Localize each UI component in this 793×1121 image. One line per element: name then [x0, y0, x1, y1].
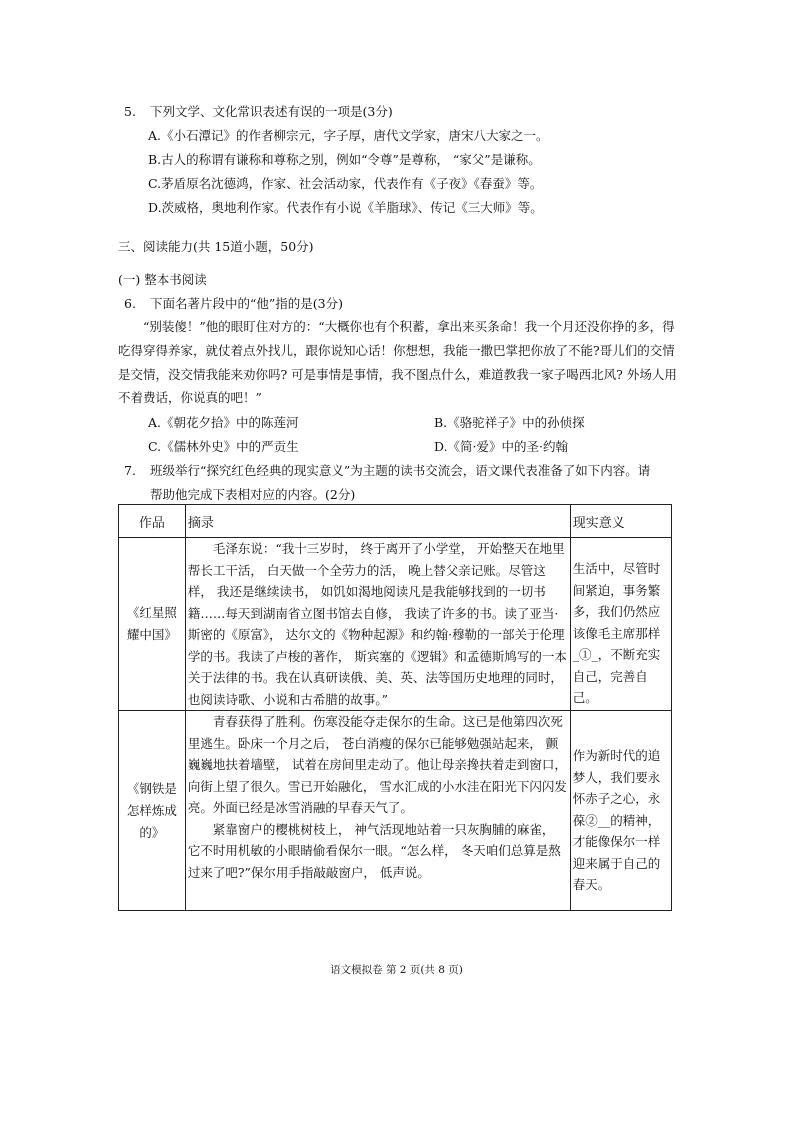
- question-number: 6.: [124, 296, 136, 311]
- q6-passage: “别装傻！”他的眼盯住对方的：“大概你也有个积蓄，拿出来买条命！我一个月还没你挣的多，得吃得穿得养家，就仗着点外找儿，跟你说知心话！你想想，我能一撒巴掌把你放了不能?哥儿们的交情是交情，没交情我能来劝你吗? 可是事情是事情，我不图点什么，难道教我一家子喝西北风? 外场人用不着费话，你说真的吧！”: [118, 319, 677, 406]
- q6-options-row-1: [148, 414, 708, 432]
- header-meaning: 现实意义: [570, 505, 671, 538]
- table-row: [119, 711, 672, 911]
- work-title: 《红星照耀中国》: [119, 538, 186, 711]
- table-row: [119, 538, 672, 711]
- question-7-stem: 7. 班级举行“探究红色经典的现实意义”为主题的读书交流会，语文课代表准备了如下内容。请: [124, 463, 651, 478]
- question-5-stem: 5. 下列文学、文化常识表述有误的一项是(3分): [124, 104, 393, 119]
- q5-option-c: C.茅盾原名沈德鸿，作家、社会活动家，代表作有《子夜》《春蚕》等。: [148, 176, 543, 191]
- subsection-title: (一) 整本书阅读: [118, 272, 207, 287]
- meaning-text: 作为新时代的追梦人，我们要永怀赤子之心，永葆②__的精神，才能像保尔一样迎来属于自己的春天。: [570, 711, 671, 911]
- q6-option-b: B.《骆驼祥子》中的孙侦探: [434, 415, 585, 430]
- q6-option-c: C.《儒林外史》中的严贡生: [148, 439, 299, 454]
- work-title: 《钢铁是怎样炼成的》: [119, 711, 186, 911]
- section-3-title: 三、阅读能力(共 15道小题，50分): [118, 239, 314, 254]
- question-7-stem-line-2: 帮助他完成下表相对应的内容。(2分): [150, 487, 356, 502]
- q5-option-b: B.古人的称谓有谦称和尊称之别，例如“令尊”是尊称， “家父”是谦称。: [148, 152, 541, 167]
- header-work: 作品: [119, 505, 186, 538]
- q6-option-d: D.《简·爱》中的圣·约翰: [434, 439, 568, 454]
- question-number: 7.: [124, 463, 136, 478]
- question-number: 5.: [124, 104, 136, 119]
- question-6-stem: 6. 下面名著片段中的“他”指的是(3分): [124, 296, 343, 311]
- excerpt-cell: [185, 711, 570, 911]
- excerpt-paragraph: 紧靠窗户的樱桃树枝上， 神气活现地站着一只灰胸脯的麻雀， 它不时用机敏的小眼睛偷看保尔一眼。“怎么样， 冬天咱们总算是熬过来了吧?”保尔用手指敲敲窗户， 低声说。: [187, 821, 561, 880]
- meaning-text: 生活中，尽管时间紧迫，事务繁多，我们仍然应该像毛主席那样_①_，不断充实自己，完善自己。: [570, 538, 671, 711]
- table-header-row: [119, 505, 672, 538]
- q5-option-d: D.茨威格，奥地利作家。代表作有小说《羊脂球》、传记《三大师》等。: [148, 200, 543, 215]
- page-footer: 语文模拟卷 第 2 页(共 8 页): [330, 964, 463, 976]
- q6-options-row-2: [148, 438, 708, 456]
- q6-option-a: A.《朝花夕拾》中的陈莲河: [148, 415, 299, 430]
- excerpt-text: 毛泽东说：“我十三岁时， 终于离开了小学堂， 开始整天在地里帮长工干活， 白天做一个全劳力的活， 晚上替父亲记账。尽管这样， 我还是继续读书， 如饥如渴地阅读凡是我能够找到的一切书籍……每天到湖南省立图书馆去自修， 我读了许多的书。读了亚当·斯密的《原富》， 达尔文的《物种起源》和约翰·穆勒的一部关于伦理学的书。我读了卢梭的著作， 斯宾塞的《逻辑》和孟德斯鸠写的一本关于法律的书。我在认真研读俄、美、英、法等国历史地理的同时，也阅读诗歌、小说和古希腊的故事。”: [185, 538, 570, 711]
- excerpt-paragraph: 青春获得了胜利。伤寒没能夺走保尔的生命。这已是他第四次死里逃生。卧床一个月之后， 苍白消瘦的保尔已能够勉强站起来， 颤巍巍地扶着墙壁， 试着在房间里走动了。他让母亲搀扶着走到窗口， 向街上望了很久。雪已开始融化， 雪水汇成的小水洼在阳光下闪闪发亮。外面已经是冰雪消融的早春天气了。: [187, 714, 567, 815]
- reading-table: [118, 504, 672, 911]
- header-excerpt: 摘录: [185, 505, 570, 538]
- q5-option-a: A.《小石潭记》的作者柳宗元，字子厚，唐代文学家，唐宋八大家之一。: [148, 128, 549, 143]
